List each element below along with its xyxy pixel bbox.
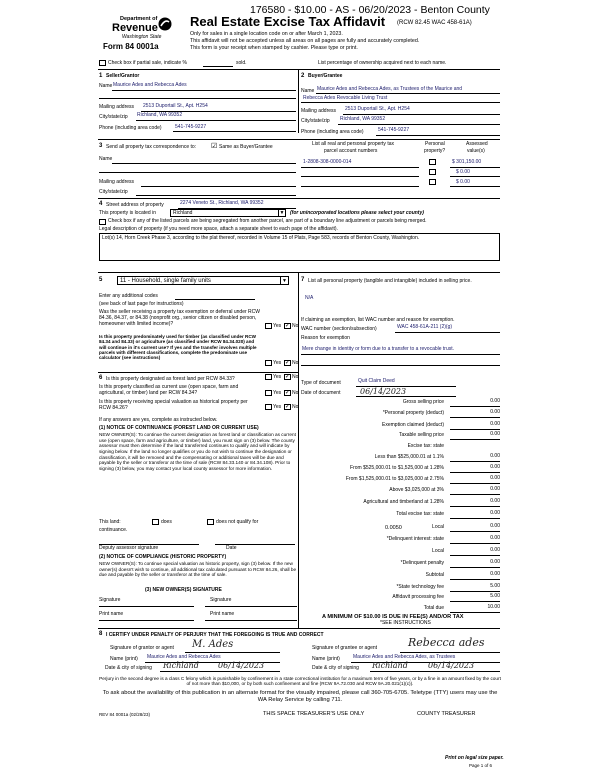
personal-checkbox-1[interactable] [429,159,436,165]
assessed-header-1: Assessed [466,141,488,147]
local-label: Local [432,524,444,530]
parcel-header-2: parcel account numbers [324,148,378,154]
historic-no-checkbox[interactable]: ✓ [285,404,291,410]
q1-yes-label: Yes [273,323,282,329]
segregated-label: Check box if any of the listed parcels are being segregated from another parcel, are part of a boundary line adjustment or parcels being merged. [108,218,427,224]
current-use-no-checkbox[interactable]: ✓ [285,390,291,396]
page-number: Page 1 of 6 [469,763,493,768]
tech-fee-label: *State technology fee [396,584,444,590]
grantor-name-value[interactable]: Maurice Ades and Rebecca Ades [147,654,221,660]
grantee-date-value[interactable]: 06/14/2023 [428,661,475,670]
uninc-note: (for unincorporated locations please select your county) [290,210,424,216]
local2-value[interactable]: 0.00 [490,547,500,553]
q2-no-checkbox[interactable]: ✓ [285,360,291,366]
calc-row-value[interactable]: 0.00 [490,398,500,404]
doc-date-value[interactable]: 06/14/2023 [360,387,407,396]
q1-no-checkbox[interactable]: ✓ [285,323,291,329]
calc-row-value[interactable]: 0.00 [490,486,500,492]
seller-phone-label: Phone (including area code) [99,125,162,131]
sec5-number: 5 [99,277,103,283]
sec3-city-label: City/state/zip [99,189,128,195]
form-number: Form 84 0001a [103,42,159,51]
doc-date-label: Date of document [301,390,341,396]
buyer-phone-label: Phone (including area code) [301,129,364,135]
historic-no-label: No [292,404,299,410]
forest-no-checkbox[interactable]: ✓ [285,374,291,380]
personal-property-label: List all personal property (tangible and intangible) included in selling price. [308,278,472,284]
sec3-text: Send all property tax correspondence to: [106,144,197,150]
wac-value[interactable]: WAC 458-61A-211 (2)(g) [397,324,453,330]
does-not-qualify-label: does not qualify for [216,519,259,525]
assessed-value-2[interactable]: $ 0.00 [456,169,470,175]
new-owner-print-label-2: Print name [210,611,235,617]
calc-row-label: Taxable selling price [398,432,444,438]
parcel-account-1[interactable]: 1-2808-308-0000-014 [303,159,352,165]
current-use-yes-checkbox[interactable] [265,390,272,396]
claim-exemption-label: If claiming an exemption, list WAC number and reason for exemption. [301,317,455,323]
assessed-value-1[interactable]: $ 301,150.00 [452,159,482,165]
local-value[interactable]: 0.00 [490,523,500,529]
calc-row-label: Less than $525,000.01 at 1.1% [374,454,444,460]
grantor-city-value[interactable]: Richland [163,661,199,670]
perjury-notice: Perjury in the second degree is a class C felony which is punishable by confinement in a state correctional institution for a maximum term of five years, or by a fine in an amount fixed by the court of not more than $10,000, or by both such confinement and fine (RCW 9A.72.030 and RCW 9A.20.021(1)(c)). [99,676,501,687]
calc-row-label: *Personal property (deduct) [382,410,444,416]
county-treasurer: COUNTY TREASURER [417,711,476,717]
seller-name-value[interactable]: Maurice Ades and Rebecca Ades [113,82,187,88]
notice-3-heading: (3) NEW OWNER(S) SIGNATURE [145,587,222,593]
delinq-state-value[interactable]: 0.00 [490,535,500,541]
this-land-label: This land: [99,519,121,525]
location-select[interactable]: Richland [170,209,286,217]
seller-city-label: City/state/zip [99,114,128,120]
street-value[interactable]: 2274 Veneto St., Richland, WA 99352 [180,200,264,206]
buyer-name-label: Name [301,88,315,94]
reason-value[interactable]: Mere change in identity or form due to a transfer to a revocable trust. [302,346,455,352]
same-as-buyer-checkbox[interactable]: ☑ [211,143,218,150]
grantor-signature[interactable]: M. Ades [192,639,234,650]
buyer-city-label: City/state/zip [301,118,330,124]
legal-paper-note: Print on legal size paper. [445,755,504,761]
partial-sold-label: sold. [236,60,247,66]
does-label: does [161,519,172,525]
current-use-question: Is this property classified as current use (open space, farm and agricultural, or timber) land per RCW 84.34? [99,384,239,396]
partial-sale-label: Check box if partial sale, indicate % [108,60,187,66]
seller-city-value[interactable]: Richland, WA 99352 [137,112,183,118]
assessed-value-3[interactable]: $ 0.00 [456,179,470,185]
historic-yes-label: Yes [273,404,282,410]
sec3-name-label: Name [99,156,113,162]
rev-number: REV 84 0001a (02/28/23) [99,712,151,717]
seller-mail-label: Mailing address [99,104,135,110]
header-note-1: Only for sales in a single location code on or after March 1, 2023. [190,31,343,37]
calc-row-label: Excise tax: state [407,443,444,449]
sec7-number: 7 [301,277,305,283]
assessed-header-2: value(s) [467,148,485,154]
seller-heading: Seller/Grantor [106,73,140,79]
notice-2-body: NEW OWNER(S): To continue special valuation as historic property, sign (3) below. If the new owner(s) doesn't wish to continue, all additional tax calculated pursuant to RCW 84.26, shall be due and payable by the seller or transferor at the time of sale. [99,561,297,578]
sec3-mail-label: Mailing address [99,179,135,185]
parcel-header-1: List all real and personal property tax [312,141,394,147]
buyer-phone-value[interactable]: 541-745-9227 [378,127,410,133]
seller-name-label: Name [99,83,113,89]
location-dropdown-arrow-icon[interactable]: ▼ [279,210,285,216]
new-owner-sig-label-1: Signature [99,597,121,603]
q2-yes-checkbox[interactable] [265,360,272,366]
calc-row-value[interactable]: 0.00 [490,510,500,516]
grantor-date-city-label: Date & city of signing [105,665,152,671]
does-not-qualify-checkbox[interactable] [207,519,214,525]
sec3-number: 3 [99,143,103,149]
q1-no-label: No [292,323,299,329]
grantee-signature[interactable]: Rebecca ades [408,636,485,649]
calc-row-label: Gross selling price [402,399,444,405]
total-due-label: Total due [423,605,444,611]
certify-statement: I CERTIFY UNDER PENALTY OF PERJURY THAT THE FOREGOING IS TRUE AND CORRECT [106,632,324,638]
buyer-mail-value[interactable]: 2513 Duportail St., Apt. H254 [345,106,410,112]
buyer-heading: Buyer/Grantee [308,73,343,79]
forest-yes-label: Yes [273,374,282,380]
forest-yes-checkbox[interactable] [265,374,272,380]
grantor-date-value[interactable]: 06/14/2023 [218,661,265,670]
dept-label: Department of [120,16,158,22]
calc-row-value[interactable]: 0.00 [490,475,500,481]
calc-row-value[interactable]: 0.00 [490,431,500,437]
exemption-question: Was the seller receiving a property tax exemption or deferral under RCW 84.36, 84.37, or 84.38 (nonprofit org., senior citizen or disabled person, homeowner with limited income)? [99,309,260,327]
header-note-2: This affidavit will not be accepted unless all areas on all pages are fully and accurately completed. [190,38,420,44]
calc-row-label: From $1,525,000.01 to $3,025,000 at 2.75% [345,476,444,482]
seller-phone-value[interactable]: 541-745-9227 [175,124,207,130]
alt-format-notice: To ask about the availability of this publication in an alternate format for the visually impaired, please call 360-705-6705. Teletype (TTY) users may use the WA Relay Service by calling 711. [102,690,498,703]
calc-row-value[interactable]: 0.00 [490,498,500,504]
q2-no-label: No [292,360,299,366]
notice-1-heading: (1) NOTICE OF CONTINUANCE (FOREST LAND OR CURRENT USE) [99,425,259,431]
sec2-number: 2 [301,73,305,79]
calc-row-label: Agricultural and timberland at 1.28% [363,499,444,505]
buyer-name-value-2[interactable]: Rebecca Ades Revocable Living Trust [303,95,388,101]
total-due-value[interactable]: 10.00 [487,604,500,610]
calc-row-value[interactable]: 0.00 [490,464,500,470]
forest-no-label: No [292,374,299,380]
see-instructions: (see back of last page for instructions) [99,301,184,307]
legal-label: Legal description of property (if you need more space, attach a separate sheet to each page of the affidavit). [99,226,338,232]
same-as-buyer-label: Same as Buyer/Grantee [219,144,273,150]
calc-row-value[interactable]: 0.00 [490,453,500,459]
does-qualify-checkbox[interactable] [152,519,159,525]
timber-question: Is this property predominately used for timber (as classified under RCW 84.34 and 84.33) or agriculture (as classified under RCW 84.34.020) and will continue in it's current use? If yes and the transfer involves multiple parcels with different classifications, complete the predominate use calculator (see instructions) [99,334,257,361]
calc-row-label: From $525,000.01 to $1,525,000 at 1.28% [350,465,444,471]
grantee-city-value[interactable]: Richland [372,661,408,670]
deputy-signature-label: Deputy assessor signature [99,545,159,551]
revenue-logo-text: Revenue [112,22,158,34]
sec8-number: 8 [99,631,103,637]
partial-sale-checkbox[interactable] [99,60,106,66]
affidavit-fee-label: Affidavit processing fee [392,594,444,600]
current-use-yes-label: Yes [273,390,282,396]
calc-row-label: Exemption claimed (deduct) [382,422,444,428]
grantor-sig-label: Signature of grantor or agent [110,645,174,651]
header-note-3: This form is your receipt when stamped by cashier. Please type or print. [190,45,358,51]
personal-header-1: Personal [425,141,445,147]
doc-type-value[interactable]: Quit Claim Deed [358,378,395,384]
personal-header-2: property? [424,148,446,154]
ownership-pct-label: List percentage of ownership acquired next to each name. [318,60,447,66]
continuance-label: continuance. [99,527,128,533]
wac-label: WAC number (section/subsection) [301,326,377,332]
located-label: This property is located in [99,210,156,216]
affidavit-fee-value[interactable]: 5.00 [490,593,500,599]
buyer-name-value-1[interactable]: Maurice Ades and Rebecca Ades, as Trustees of the Maurice and [317,86,463,92]
grantee-name-label: Name (print) [312,656,340,662]
sec4-number: 4 [99,201,103,207]
state-label: Washington State [122,34,162,40]
revenue-logo-icon [158,17,172,31]
subtotal-value[interactable]: 0.00 [490,571,500,577]
personal-checkbox-3[interactable] [429,179,436,185]
grantor-name-label: Name (print) [110,656,138,662]
calc-row-value[interactable]: 0.00 [490,421,500,427]
personal-checkbox-2[interactable] [429,169,436,175]
reason-label: Reason for exemption [301,335,350,341]
calc-row-label: Total excise tax: state [396,511,444,517]
historic-yes-checkbox[interactable] [265,404,272,410]
q1-yes-checkbox[interactable] [265,323,272,329]
penalty-value[interactable]: 0.00 [490,559,500,565]
treasurer-only: THIS SPACE TREASURER'S USE ONLY [263,711,365,717]
penalty-label: *Delinquent penalty [400,560,444,566]
notice-1-body: NEW OWNER(S): To continue the current designation as forest land or classification as current use (open space, farm and agriculture, or timber) land, you must sign on (3) below. The county assessor must then determine if the land transferred continues to qualify and will indicate by signing below. If the land no longer qualifies or you do not wish to continue the designation or classification, it will be removed and the compensating or additional taxes will be due and payable by the seller or transferor at the time of sale (RCW 84.33.140 or 84.34.108). Prior to signing (3) below, you may contact your local county assessor for more information. [99,432,296,471]
buyer-mail-label: Mailing address [301,108,337,114]
if-any-yes: If any answers are yes, complete as instructed below. [99,417,218,423]
notice-2-heading: (2) NOTICE OF COMPLIANCE (HISTORIC PROPERTY) [99,554,227,560]
street-label: Street address of property [106,202,164,208]
land-use-code-select[interactable]: 11 - Household, single family units [117,276,289,285]
calc-row-value[interactable]: 0.00 [490,409,500,415]
doc-type-label: Type of document [301,380,341,386]
minimum-due-note: A MINIMUM OF $10.00 IS DUE IN FEE(S) AND/OR TAX [322,614,464,620]
land-use-dropdown-arrow-icon[interactable]: ▼ [280,276,289,285]
rate-value: 0.0050 [385,525,402,531]
form-rcw: (RCW 82.45 WAC 458-61A) [397,20,472,26]
tech-fee-value[interactable]: 5.00 [490,583,500,589]
local2-label: Local [432,548,444,554]
sec1-number: 1 [99,73,103,79]
grantee-name-value[interactable]: Maurice Ades and Rebecca Ades, as Trustees [353,654,456,660]
form-title: Real Estate Excise Tax Affidavit [190,14,386,29]
calc-row-label: Above $3,025,000 at 3% [389,487,444,493]
new-owner-sig-label-2: Signature [210,597,232,603]
personal-property-value[interactable]: N/A [305,295,314,301]
buyer-city-value[interactable]: Richland, WA 99352 [340,116,386,122]
segregated-checkbox[interactable] [99,219,106,225]
subtotal-label: Subtotal [425,572,444,578]
q2-yes-label: Yes [273,360,282,366]
forest-question: Is this property designated as forest land per RCW 84.33? [106,376,235,382]
delinq-state-label: *Delinquent interest: state [386,536,444,542]
historic-question: Is this property receiving special valuation as historical property per RCW 84.26? [99,399,248,411]
legal-description-field[interactable]: Lot(s) 14, Horn Creek Phase 3, according to the plat thereof, recorded in Volume 15 of Plats, Page 583, records of Benton County, Washington. [99,233,500,261]
deputy-date-label: Date [226,545,237,551]
recording-stamp: 176580 - $10.00 - AS - 06/20/2023 - Benton County [250,4,490,16]
current-use-no-label: No [292,390,299,396]
sec6-number: 6 [99,375,103,381]
grantee-sig-label: Signature of grantee or agent [312,645,378,651]
new-owner-print-label-1: Print name [99,611,124,617]
grantee-date-city-label: Date & city of signing [312,665,359,671]
see-instructions-note: *SEE INSTRUCTIONS [380,620,431,626]
additional-codes-label: Enter any additional codes [99,293,158,299]
seller-mail-value[interactable]: 2513 Duportail St., Apt. H254 [143,103,208,109]
